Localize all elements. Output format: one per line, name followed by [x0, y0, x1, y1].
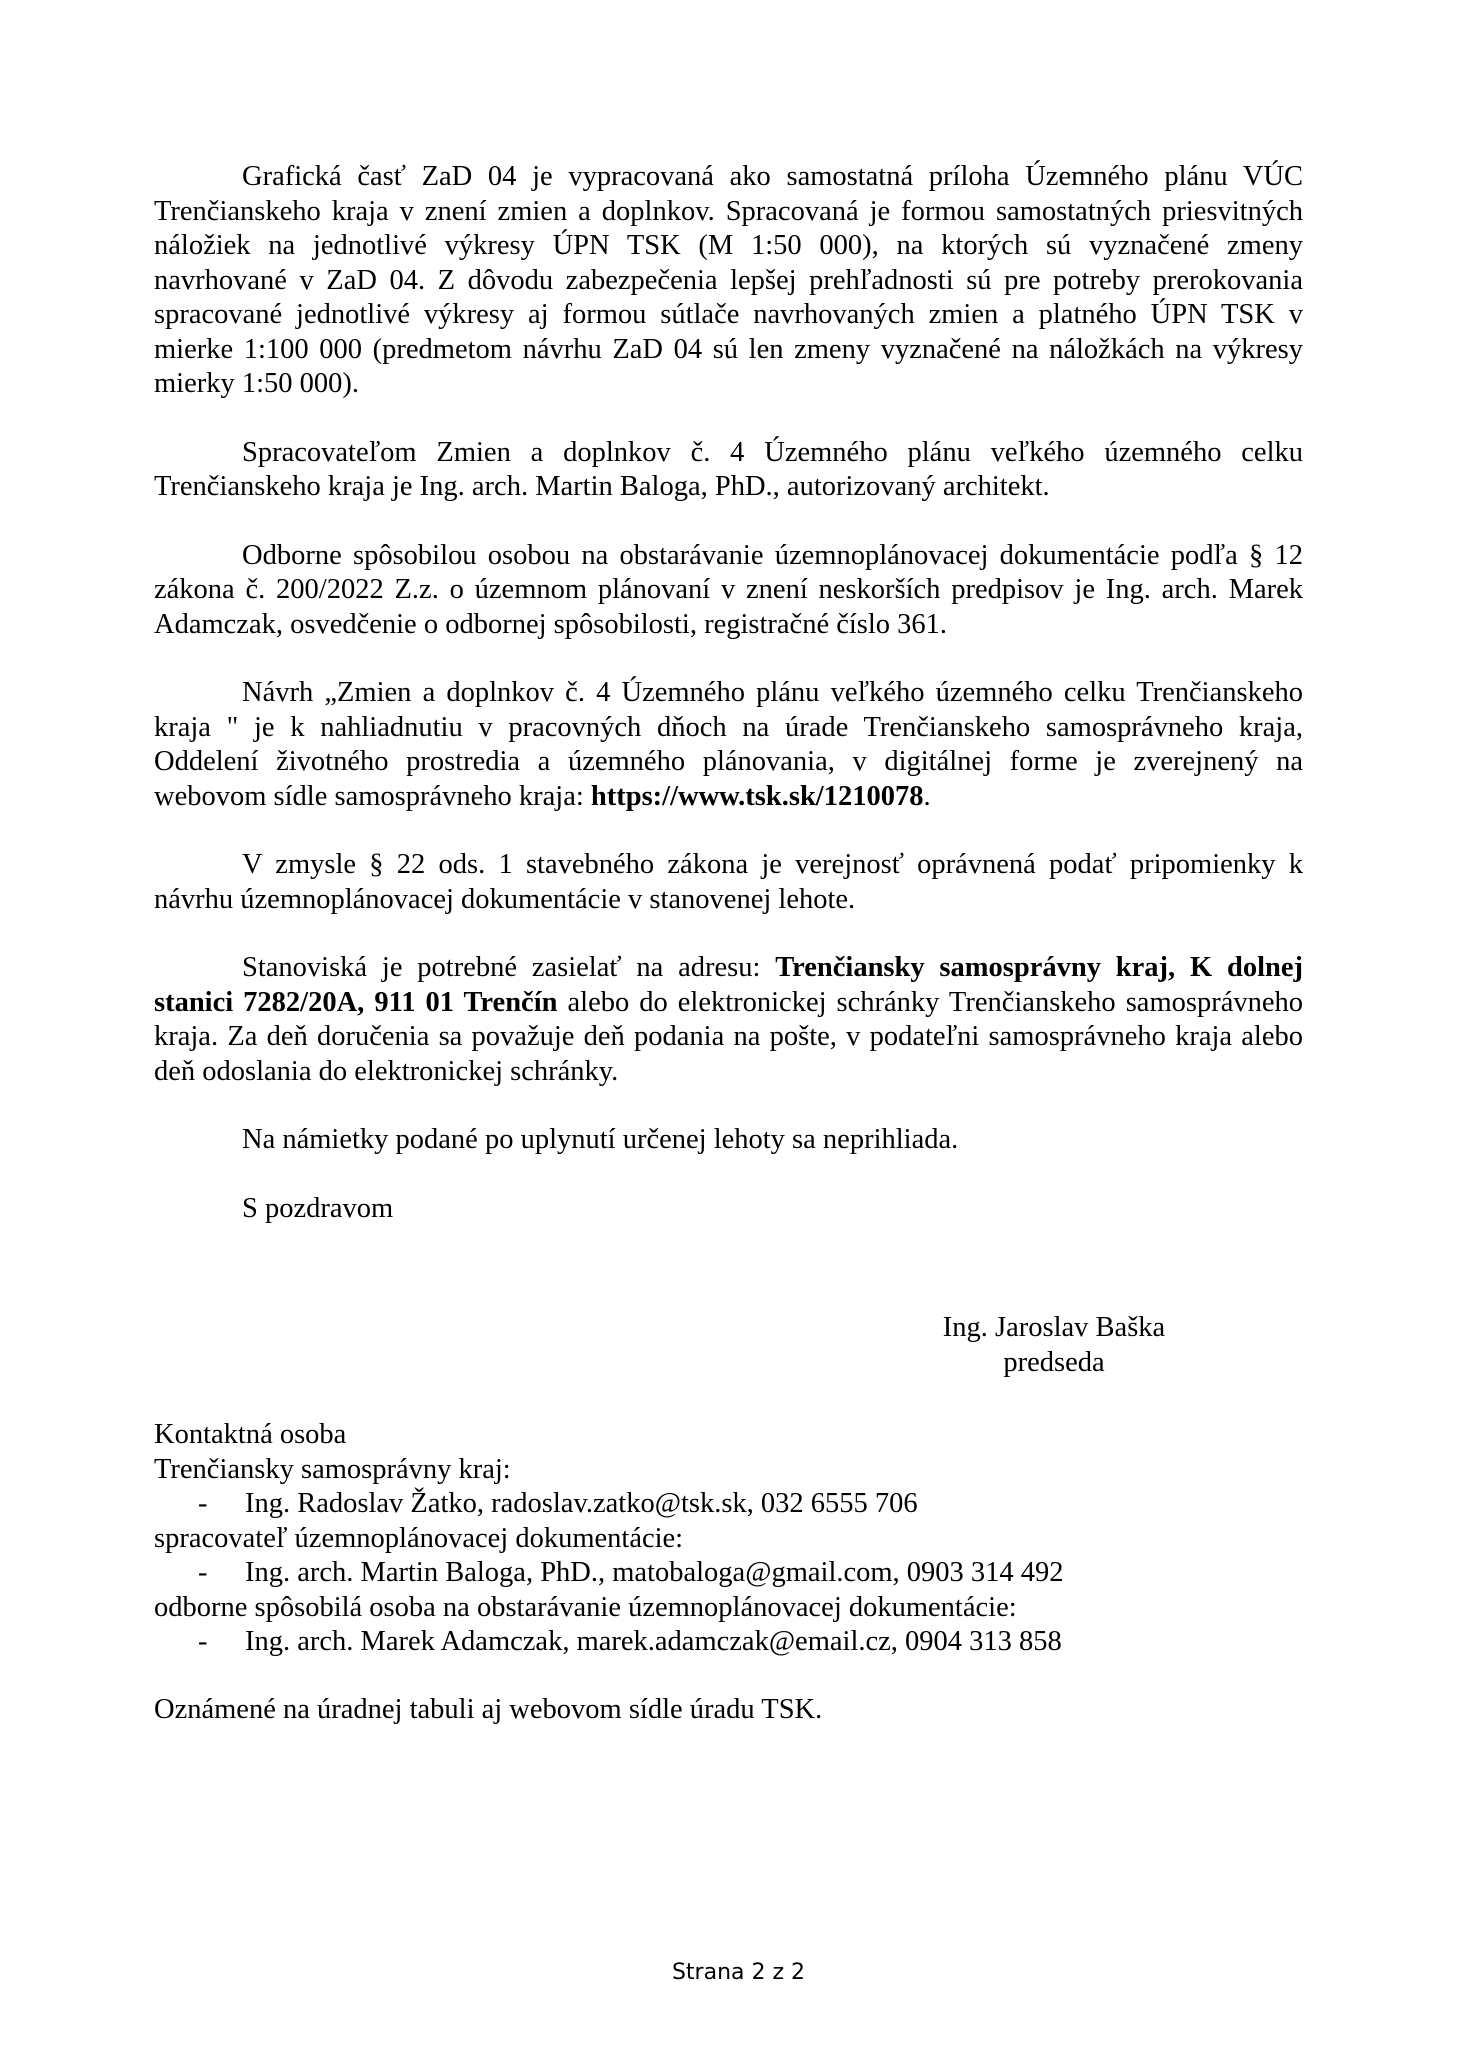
- list-dash: -: [198, 1557, 208, 1588]
- announcement: Oznámené na úradnej tabuli aj webovom sídle úradu TSK.: [154, 1694, 823, 1725]
- signatory-name: Ing. Jaroslav Baška: [942, 1312, 1166, 1343]
- contact-item: - Ing. arch. Martin Baloga, PhD., matobaloga@gmail.com, 0903 314 492: [154, 1556, 1303, 1591]
- paragraph-processor: Spracovateľom Zmien a doplnkov č. 4 Územného plánu veľkého územného celku Trenčianskeho kraja je Ing. arch. Martin Baloga, PhD., autorizovaný architekt.: [154, 436, 1303, 502]
- paragraph-proposal-availability: Návrh „Zmien a doplnkov č. 4 Územného plánu veľkého územného celku Trenčianskeho kraja " je k nahliadnutiu v pracovných dňoch na úrade Trenčianskeho samosprávneho kraja, Oddelení životného prostredia a územného plánovania, v digitálnej forme je zverejnený na webovom sídle samosprávneho kraja: https://www.tsk.sk/1210078.: [154, 677, 1303, 812]
- paragraph-qualified-person: Odborne spôsobilou osobou na obstarávanie územnoplánovacej dokumentácie podľa § 12 zákona č. 200/2022 Z.z. o územnom plánovaní v znení neskorších predpisov je Ing. arch. Marek Adamczak, osvedčenie o odbornej spôsobilosti, registračné číslo 361.: [154, 539, 1303, 640]
- signatory-role: predseda: [1003, 1347, 1105, 1378]
- paragraph-graphic-part: Grafická časť ZaD 04 je vypracovaná ako samostatná príloha Územného plánu VÚC Trenčianskeho kraja v znení zmien a doplnkov. Spracovaná je formou samostatných priesvitných náložiek na jednotlivé výkresy ÚPN TSK (M 1:50 000), na ktorých sú vyznačené zmeny navrhované v ZaD 04. Z dôvodu zabezpečenia lepšej prehľadnosti sú pre potreby prerokovania spracované jednotlivé výkresy aj formou sútlače navrhovaných zmien a platného ÚPN TSK v mierke 1:100 000 (predmetom návrhu ZaD 04 sú len zmeny vyznačené na náložkách na výkresy mierky 1:50 000).: [154, 161, 1303, 399]
- contacts-heading: Kontaktná osoba: [154, 1419, 347, 1450]
- submission-address: Trenčiansky samosprávny kraj, K dolnej stanici 7282/20A, 911 01 Trenčín: [154, 952, 1303, 1018]
- notice-line: Na námietky podané po uplynutí určenej lehoty sa neprihliada.: [242, 1124, 959, 1155]
- contact-group-label: spracovateľ územnoplánovacej dokumentácie:: [154, 1522, 684, 1554]
- contact-group-label: Trenčiansky samosprávny kraj:: [154, 1453, 511, 1485]
- list-dash: -: [198, 1488, 208, 1519]
- document-body: [154, 160, 1303, 1260]
- greeting: S pozdravom: [242, 1192, 394, 1224]
- contact-item: - Ing. arch. Marek Adamczak, marek.adamczak@email.cz, 0904 313 858: [154, 1625, 1303, 1660]
- paragraph-public-comments: V zmysle § 22 ods. 1 stavebného zákona je verejnosť oprávnená podať pripomienky k návrhu územnoplánovacej dokumentácie v stanovenej lehote.: [154, 849, 1303, 915]
- website-link[interactable]: https://www.tsk.sk/1210078: [590, 780, 924, 812]
- paragraph-submission-address: Stanoviská je potrebné zasielať na adresu: Trenčiansky samosprávny kraj, K dolnej stanici 7282/20A, 911 01 Trenčín alebo do elektronickej schránky Trenčianskeho samosprávneho kraja. Za deň doručenia sa považuje deň podania na pošte, v podateľni samosprávneho kraja alebo deň odoslania do elektronickej schránky.: [154, 952, 1303, 1087]
- page-footer: Strana 2 z 2: [671, 1960, 806, 1985]
- contact-item: - Ing. Radoslav Žatko, radoslav.zatko@tsk.sk, 032 6555 706: [154, 1487, 1303, 1522]
- signature-block: [934, 1310, 1174, 1380]
- contact-group-label: odborne spôsobilá osoba na obstarávanie územnoplánovacej dokumentácie:: [154, 1591, 1017, 1623]
- list-dash: -: [198, 1626, 208, 1657]
- contacts-section: [154, 1418, 1303, 1660]
